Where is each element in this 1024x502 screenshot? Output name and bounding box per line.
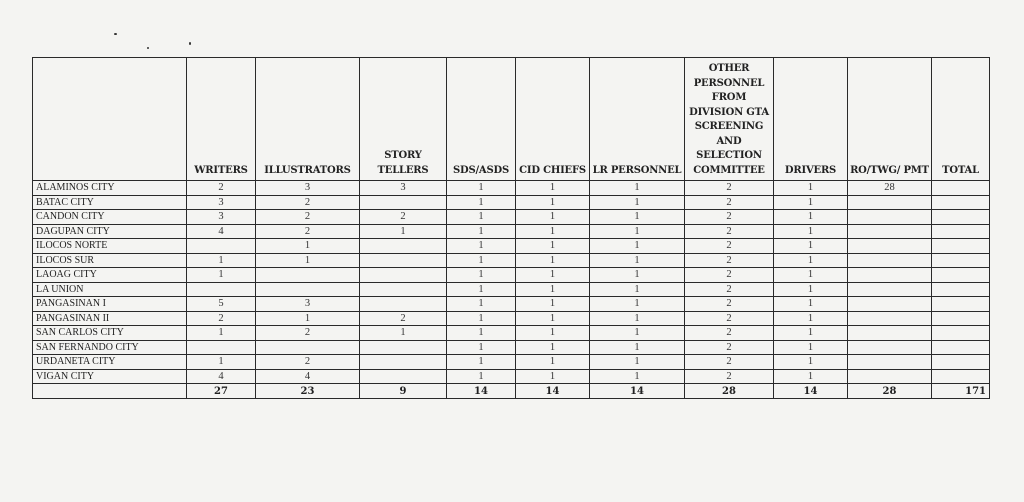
table-cell: 2 (685, 268, 774, 283)
table-cell: 1 (447, 297, 516, 312)
table-cell: 1 (774, 253, 848, 268)
table-cell: 1 (447, 326, 516, 341)
table-cell: 1 (187, 355, 256, 370)
personnel-table (32, 57, 990, 399)
table-cell: 1 (516, 355, 590, 370)
table-cell (256, 268, 360, 283)
table-cell: 1 (516, 311, 590, 326)
table-cell: 4 (187, 369, 256, 384)
division-name: PANGASINAN II (33, 311, 187, 326)
table-cell: 1 (590, 210, 685, 225)
table-cell: 1 (360, 326, 447, 341)
table-cell: 3 (187, 210, 256, 225)
table-cell: 2 (685, 195, 774, 210)
table-cell (848, 282, 932, 297)
table-cell: 1 (447, 340, 516, 355)
table-cell (360, 195, 447, 210)
table-cell: 2 (685, 311, 774, 326)
table-cell: 4 (256, 369, 360, 384)
table-cell: 1 (590, 369, 685, 384)
division-name: BATAC CITY (33, 195, 187, 210)
table-row (33, 340, 990, 355)
table-cell: 2 (256, 224, 360, 239)
table-cell: 1 (590, 253, 685, 268)
table-cell (932, 326, 990, 341)
table-row (33, 311, 990, 326)
table-cell (256, 282, 360, 297)
table-cell: 2 (256, 355, 360, 370)
table-cell (932, 355, 990, 370)
table-cell: 2 (685, 181, 774, 196)
table-cell (932, 224, 990, 239)
scan-speck (114, 33, 117, 35)
table-cell: 1 (516, 340, 590, 355)
column-header: SDS/ASDS (447, 58, 516, 181)
table-cell (932, 369, 990, 384)
table-cell (932, 340, 990, 355)
table-cell (360, 297, 447, 312)
table-cell (848, 297, 932, 312)
table-cell (360, 369, 447, 384)
table-cell: 2 (685, 239, 774, 254)
table-cell: 1 (516, 195, 590, 210)
table-cell: 2 (256, 210, 360, 225)
table-cell: 1 (187, 326, 256, 341)
table-cell: 1 (447, 311, 516, 326)
table-row (33, 297, 990, 312)
scan-speck (147, 47, 149, 49)
table-cell (848, 210, 932, 225)
table-cell (932, 268, 990, 283)
table-cell (848, 311, 932, 326)
table-cell: 1 (774, 297, 848, 312)
column-header: DRIVERS (774, 58, 848, 181)
table-row (33, 282, 990, 297)
division-name: ILOCOS NORTE (33, 239, 187, 254)
table-cell: 1 (774, 181, 848, 196)
table-cell: 1 (774, 369, 848, 384)
table-cell: 2 (685, 297, 774, 312)
table-cell (360, 268, 447, 283)
total-cell: 9 (360, 384, 447, 399)
column-header: STORY TELLERS (360, 58, 447, 181)
division-name: SAN CARLOS CITY (33, 326, 187, 341)
table-cell: 2 (685, 224, 774, 239)
division-name: LA UNION (33, 282, 187, 297)
table-cell: 1 (774, 268, 848, 283)
table-cell: 1 (256, 311, 360, 326)
table-cell: 1 (516, 253, 590, 268)
table-cell (932, 297, 990, 312)
total-cell: 171 (932, 384, 990, 399)
total-cell: 28 (685, 384, 774, 399)
table-cell: 1 (187, 253, 256, 268)
table-row (33, 268, 990, 283)
table-cell: 2 (187, 181, 256, 196)
table-cell: 4 (187, 224, 256, 239)
table-cell (932, 311, 990, 326)
table-cell (848, 195, 932, 210)
table-cell: 2 (256, 326, 360, 341)
table-cell: 2 (685, 210, 774, 225)
table-cell: 1 (774, 340, 848, 355)
table-cell (848, 355, 932, 370)
total-cell: 14 (590, 384, 685, 399)
table-row (33, 369, 990, 384)
table-cell: 3 (187, 195, 256, 210)
table-cell: 2 (685, 355, 774, 370)
division-name: LAOAG CITY (33, 268, 187, 283)
table-cell: 1 (774, 282, 848, 297)
table-cell (848, 268, 932, 283)
scan-speck (189, 42, 191, 45)
header-row (33, 58, 990, 181)
table-cell: 1 (590, 181, 685, 196)
table-cell: 1 (447, 224, 516, 239)
division-name: DAGUPAN CITY (33, 224, 187, 239)
total-cell: 14 (774, 384, 848, 399)
table-cell (932, 181, 990, 196)
table-cell: 1 (774, 210, 848, 225)
table-row (33, 355, 990, 370)
division-name: PANGASINAN I (33, 297, 187, 312)
table-cell: 1 (590, 311, 685, 326)
table-cell: 1 (590, 282, 685, 297)
table-cell: 1 (187, 268, 256, 283)
column-header: TOTAL (932, 58, 990, 181)
table-row (33, 239, 990, 254)
column-header: RO/TWG/ PMT (848, 58, 932, 181)
table-cell: 1 (590, 268, 685, 283)
table-cell: 3 (256, 181, 360, 196)
table-cell (932, 239, 990, 254)
table-cell: 1 (774, 224, 848, 239)
table-cell: 1 (360, 224, 447, 239)
table-cell: 1 (447, 253, 516, 268)
table-cell: 1 (516, 268, 590, 283)
table-cell: 2 (685, 369, 774, 384)
table-cell: 1 (516, 224, 590, 239)
table-cell: 5 (187, 297, 256, 312)
table-cell: 1 (516, 369, 590, 384)
table-cell (932, 195, 990, 210)
table-cell: 1 (516, 239, 590, 254)
total-cell: 14 (447, 384, 516, 399)
total-cell (33, 384, 187, 399)
total-cell: 28 (848, 384, 932, 399)
division-name: SAN FERNANDO CITY (33, 340, 187, 355)
table-cell (932, 282, 990, 297)
total-cell: 23 (256, 384, 360, 399)
table-cell (360, 253, 447, 268)
column-header: ILLUSTRATORS (256, 58, 360, 181)
table-cell (360, 239, 447, 254)
table-cell (932, 253, 990, 268)
table-cell: 2 (360, 311, 447, 326)
table-cell: 1 (516, 210, 590, 225)
table-cell: 1 (447, 355, 516, 370)
column-header: LR PERSONNEL (590, 58, 685, 181)
table-cell: 1 (774, 326, 848, 341)
column-header: CID CHIEFS (516, 58, 590, 181)
table-cell: 1 (516, 297, 590, 312)
table-cell: 1 (774, 311, 848, 326)
table-cell (360, 355, 447, 370)
totals-row (33, 384, 990, 399)
division-name: CANDON CITY (33, 210, 187, 225)
table-row (33, 181, 990, 196)
division-name: ALAMINOS CITY (33, 181, 187, 196)
division-name: ILOCOS SUR (33, 253, 187, 268)
table-row (33, 210, 990, 225)
table-cell: 1 (447, 282, 516, 297)
table-row (33, 253, 990, 268)
table-cell (187, 239, 256, 254)
table-cell: 2 (187, 311, 256, 326)
table-cell: 1 (256, 239, 360, 254)
table-cell: 1 (516, 282, 590, 297)
table-cell: 1 (774, 195, 848, 210)
table-cell (848, 253, 932, 268)
table-cell: 1 (447, 268, 516, 283)
table-cell: 1 (774, 355, 848, 370)
table-cell: 1 (590, 239, 685, 254)
division-name: VIGAN CITY (33, 369, 187, 384)
table-cell: 2 (685, 340, 774, 355)
table-cell: 1 (447, 195, 516, 210)
table-cell (360, 340, 447, 355)
division-name: URDANETA CITY (33, 355, 187, 370)
table-row (33, 224, 990, 239)
table-cell: 1 (590, 297, 685, 312)
table-cell: 3 (256, 297, 360, 312)
table-cell (848, 326, 932, 341)
table-cell (187, 282, 256, 297)
total-cell: 27 (187, 384, 256, 399)
table-cell (256, 340, 360, 355)
table-cell (360, 282, 447, 297)
table-cell: 1 (256, 253, 360, 268)
table-cell: 28 (848, 181, 932, 196)
table-cell: 2 (685, 326, 774, 341)
table-cell: 2 (685, 282, 774, 297)
table-cell: 3 (360, 181, 447, 196)
table-cell: 2 (685, 253, 774, 268)
table-cell: 1 (590, 224, 685, 239)
table-cell: 1 (516, 181, 590, 196)
total-cell: 14 (516, 384, 590, 399)
column-header: OTHER PERSONNEL FROM DIVISION GTA SCREENING AND SELECTION COMMITTEE (685, 58, 774, 181)
table-cell: 1 (447, 369, 516, 384)
table-cell: 1 (590, 326, 685, 341)
table-cell (848, 340, 932, 355)
table-cell (187, 340, 256, 355)
table-cell (848, 369, 932, 384)
table-cell: 1 (516, 326, 590, 341)
column-header: WRITERS (187, 58, 256, 181)
table-cell: 1 (590, 340, 685, 355)
table-cell: 1 (447, 181, 516, 196)
table-cell (932, 210, 990, 225)
table-cell: 1 (774, 239, 848, 254)
table-cell: 1 (447, 239, 516, 254)
table-cell: 2 (360, 210, 447, 225)
table-cell: 2 (256, 195, 360, 210)
table-cell (848, 224, 932, 239)
table-cell: 1 (447, 210, 516, 225)
column-header (33, 58, 187, 181)
table-cell: 1 (590, 195, 685, 210)
table-cell: 1 (590, 355, 685, 370)
table-row (33, 326, 990, 341)
table-cell (848, 239, 932, 254)
table-row (33, 195, 990, 210)
